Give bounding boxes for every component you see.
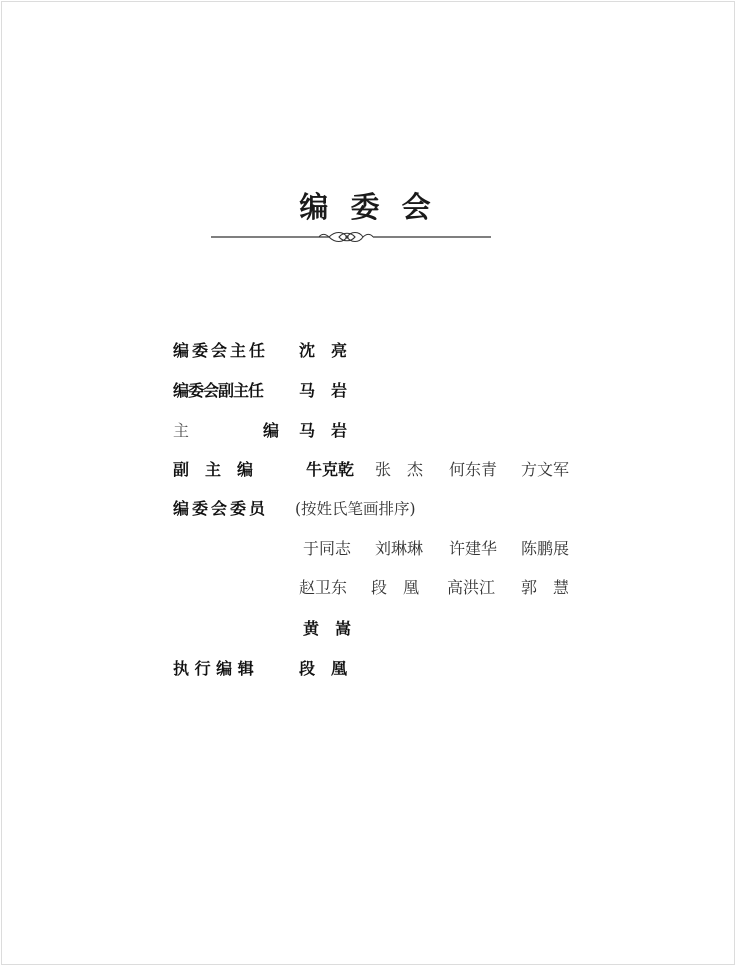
name-deputy-editor: 张 杰 xyxy=(375,460,424,479)
member-name: 高洪江 xyxy=(447,578,496,597)
member-name: 许建华 xyxy=(449,539,498,558)
flourish-divider-icon xyxy=(211,227,491,247)
page-title: 编 委 会 xyxy=(299,190,437,224)
name-deputy-director: 马 岩 xyxy=(299,381,348,400)
member-name: 黄 嵩 xyxy=(303,619,352,638)
label-deputy-director: 编委会副主任 xyxy=(173,381,264,400)
label-executive-editor: 执 行 编 辑 xyxy=(173,659,254,678)
name-executive-editor: 段 凰 xyxy=(299,659,348,678)
member-name: 赵卫东 xyxy=(299,578,348,597)
label-chief-b: 编 xyxy=(263,421,280,440)
name-deputy-editor: 何东青 xyxy=(449,460,498,479)
member-name: 郭 慧 xyxy=(521,578,570,597)
name-director: 沈 亮 xyxy=(299,341,348,360)
label-deputy-editors: 副 主 编 xyxy=(173,460,254,479)
label-director: 编委会主任 xyxy=(173,341,269,360)
member-name: 陈鹏展 xyxy=(521,539,570,558)
page xyxy=(1,1,735,965)
member-name: 段 凰 xyxy=(371,578,420,597)
name-deputy-editor: 牛克乾 xyxy=(306,460,355,479)
members-order-note: (按姓氏笔画排序) xyxy=(295,500,416,518)
name-chief-editor: 马 岩 xyxy=(299,421,348,440)
name-deputy-editor: 方文军 xyxy=(521,460,570,479)
member-name: 刘琳琳 xyxy=(375,539,424,558)
label-committee-members: 编委会委员 xyxy=(173,499,269,518)
label-chief-a: 主 xyxy=(173,421,190,440)
member-name: 于同志 xyxy=(303,539,352,558)
